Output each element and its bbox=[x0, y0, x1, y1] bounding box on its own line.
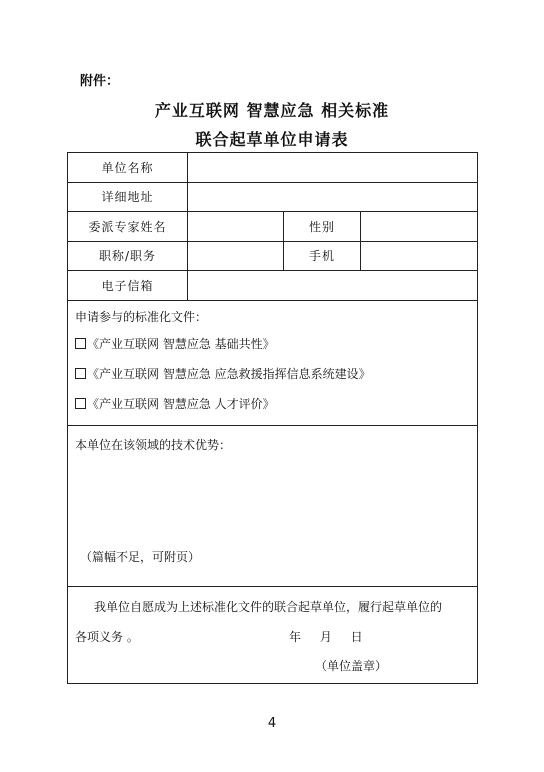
checkbox-icon[interactable] bbox=[75, 368, 86, 379]
standard-option[interactable] bbox=[75, 359, 470, 389]
standard-option-label: 《产业互联网 智慧应急 应急救援指挥信息系统建设》 bbox=[87, 366, 371, 381]
form-title-line1: 产业互联网 智慧应急 相关标准 bbox=[154, 101, 390, 120]
declaration-seal: （单位盖章） bbox=[315, 658, 388, 673]
unit-name-field[interactable] bbox=[188, 153, 478, 183]
standard-option[interactable] bbox=[75, 389, 470, 419]
application-form-table bbox=[67, 152, 478, 684]
advantages-heading: 本单位在该领域的技术优势： bbox=[75, 437, 232, 452]
row-standards bbox=[68, 300, 478, 425]
title-position-label: 职称/职务 bbox=[68, 241, 188, 271]
advantages-note: （篇幅不足，可附页） bbox=[80, 549, 201, 564]
expert-name-label: 委派专家姓名 bbox=[68, 212, 188, 242]
declaration-section bbox=[68, 586, 478, 683]
expert-name-field[interactable] bbox=[188, 212, 284, 242]
attachment-label: 附件： bbox=[80, 74, 120, 89]
advantages-section[interactable] bbox=[68, 425, 478, 586]
mobile-label: 手机 bbox=[284, 241, 361, 271]
address-field[interactable] bbox=[188, 182, 478, 212]
standard-option[interactable] bbox=[75, 329, 470, 359]
declaration-date: 年 月 日 bbox=[289, 629, 364, 644]
gender-label: 性别 bbox=[284, 212, 361, 242]
row-unit-name bbox=[68, 153, 478, 183]
checkbox-icon[interactable] bbox=[75, 398, 86, 409]
standard-option-label: 《产业互联网 智慧应急 基础共性》 bbox=[87, 336, 275, 351]
unit-name-label: 单位名称 bbox=[68, 153, 188, 183]
email-field[interactable] bbox=[188, 271, 478, 301]
checkbox-icon[interactable] bbox=[75, 338, 86, 349]
declaration-line2: 各项义务 。 bbox=[75, 629, 139, 644]
mobile-field[interactable] bbox=[361, 241, 478, 271]
standards-heading: 申请参与的标准化文件： bbox=[75, 309, 208, 324]
standard-option-label: 《产业互联网 智慧应急 人才评价》 bbox=[87, 396, 275, 411]
row-title bbox=[68, 241, 478, 271]
row-declaration bbox=[68, 586, 478, 683]
page-number: 4 bbox=[267, 716, 277, 731]
form-title-line2: 联合起草单位申请表 bbox=[195, 130, 349, 149]
row-address bbox=[68, 182, 478, 212]
gender-field[interactable] bbox=[361, 212, 478, 242]
row-expert bbox=[68, 212, 478, 242]
address-label: 详细地址 bbox=[68, 182, 188, 212]
title-position-field[interactable] bbox=[188, 241, 284, 271]
row-advantages bbox=[68, 425, 478, 586]
email-label: 电子信箱 bbox=[68, 271, 188, 301]
row-email bbox=[68, 271, 478, 301]
standards-section bbox=[68, 300, 478, 425]
declaration-line1: 我单位自愿成为上述标准化文件的联合起草单位，履行起草单位的 bbox=[94, 599, 443, 614]
